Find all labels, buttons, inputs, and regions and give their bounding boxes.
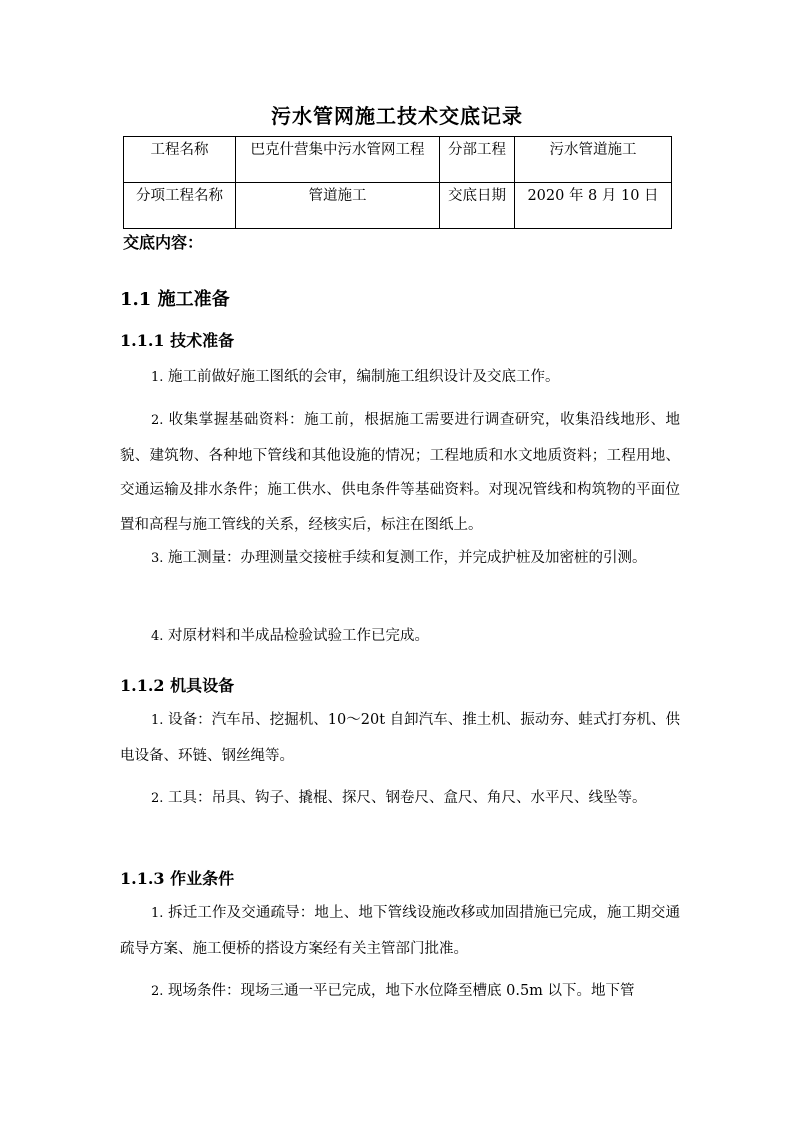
item-text: 现场条件：现场三通一平已完成，地下水位降至槽底 0.5m 以下。地下管	[168, 983, 635, 999]
list-item	[120, 360, 680, 396]
item-text: 设备：汽车吊、挖掘机、10～20t 自卸汽车、推土机、振动夯、蛙式打夯机、供电设备、环链、钢丝绳等。	[120, 712, 681, 764]
item-number: 1.	[151, 906, 164, 921]
section-heading: 1.1 施工准备	[120, 289, 230, 310]
subsection-heading: 1.1.1 技术准备	[120, 331, 235, 350]
content-label: 交底内容：	[123, 233, 204, 252]
item-number: 4.	[151, 629, 164, 644]
list-item	[120, 703, 680, 773]
item-text: 收集掌握基础资料：施工前，根据施工需要进行调查研究，收集沿线地形、地貌、建筑物、各种地下管线和其他设施的情况；工程地质和水文地质资料；工程用地、交通运输及排水条件；施工供水、供电条件等基础资料。对现况管线和构筑物的平面位置和高程与施工管线的关系，经核实后，标注在图纸上。	[120, 412, 681, 533]
item-text: 施工测量：办理测量交接桩手续和复测工作，并完成护桩及加密桩的引测。	[168, 550, 647, 566]
item-text: 拆迁工作及交通疏导：地上、地下管线设施改移或加固措施已完成，施工期交通疏导方案、施工便桥的搭设方案经有关主管部门批准。	[120, 905, 681, 957]
subitem-label: 分项工程名称	[124, 183, 236, 229]
division-label: 分部工程	[440, 137, 515, 183]
list-item	[120, 619, 680, 655]
subitem-value: 管道施工	[236, 183, 440, 229]
item-number: 2.	[151, 791, 164, 806]
table-row	[124, 183, 672, 229]
item-text: 工具：吊具、钩子、撬棍、探尺、钢卷尺、盒尺、角尺、水平尺、线坠等。	[168, 790, 647, 806]
list-item	[120, 974, 680, 1010]
list-item	[120, 896, 680, 966]
list-item	[120, 403, 680, 542]
project-info-table	[123, 136, 672, 229]
division-value: 污水管道施工	[515, 137, 672, 183]
date-value: 2020 年 8 月 10 日	[515, 183, 672, 229]
date-label: 交底日期	[440, 183, 515, 229]
project-name-label: 工程名称	[124, 137, 236, 183]
item-number: 2.	[151, 413, 164, 428]
item-number: 1.	[151, 713, 164, 728]
document-title: 污水管网施工技术交底记录	[271, 104, 523, 128]
list-item	[120, 781, 680, 817]
item-number: 2.	[151, 984, 164, 999]
item-number: 1.	[151, 370, 164, 385]
item-number: 3.	[151, 551, 164, 566]
subsection-heading: 1.1.2 机具设备	[120, 676, 235, 695]
item-text: 对原材料和半成品检验试验工作已完成。	[168, 628, 430, 644]
project-name-value: 巴克什营集中污水管网工程	[236, 137, 440, 183]
list-item	[120, 541, 680, 577]
subsection-heading: 1.1.3 作业条件	[120, 869, 235, 888]
item-text: 施工前做好施工图纸的会审，编制施工组织设计及交底工作。	[168, 369, 560, 385]
table-row	[124, 137, 672, 183]
